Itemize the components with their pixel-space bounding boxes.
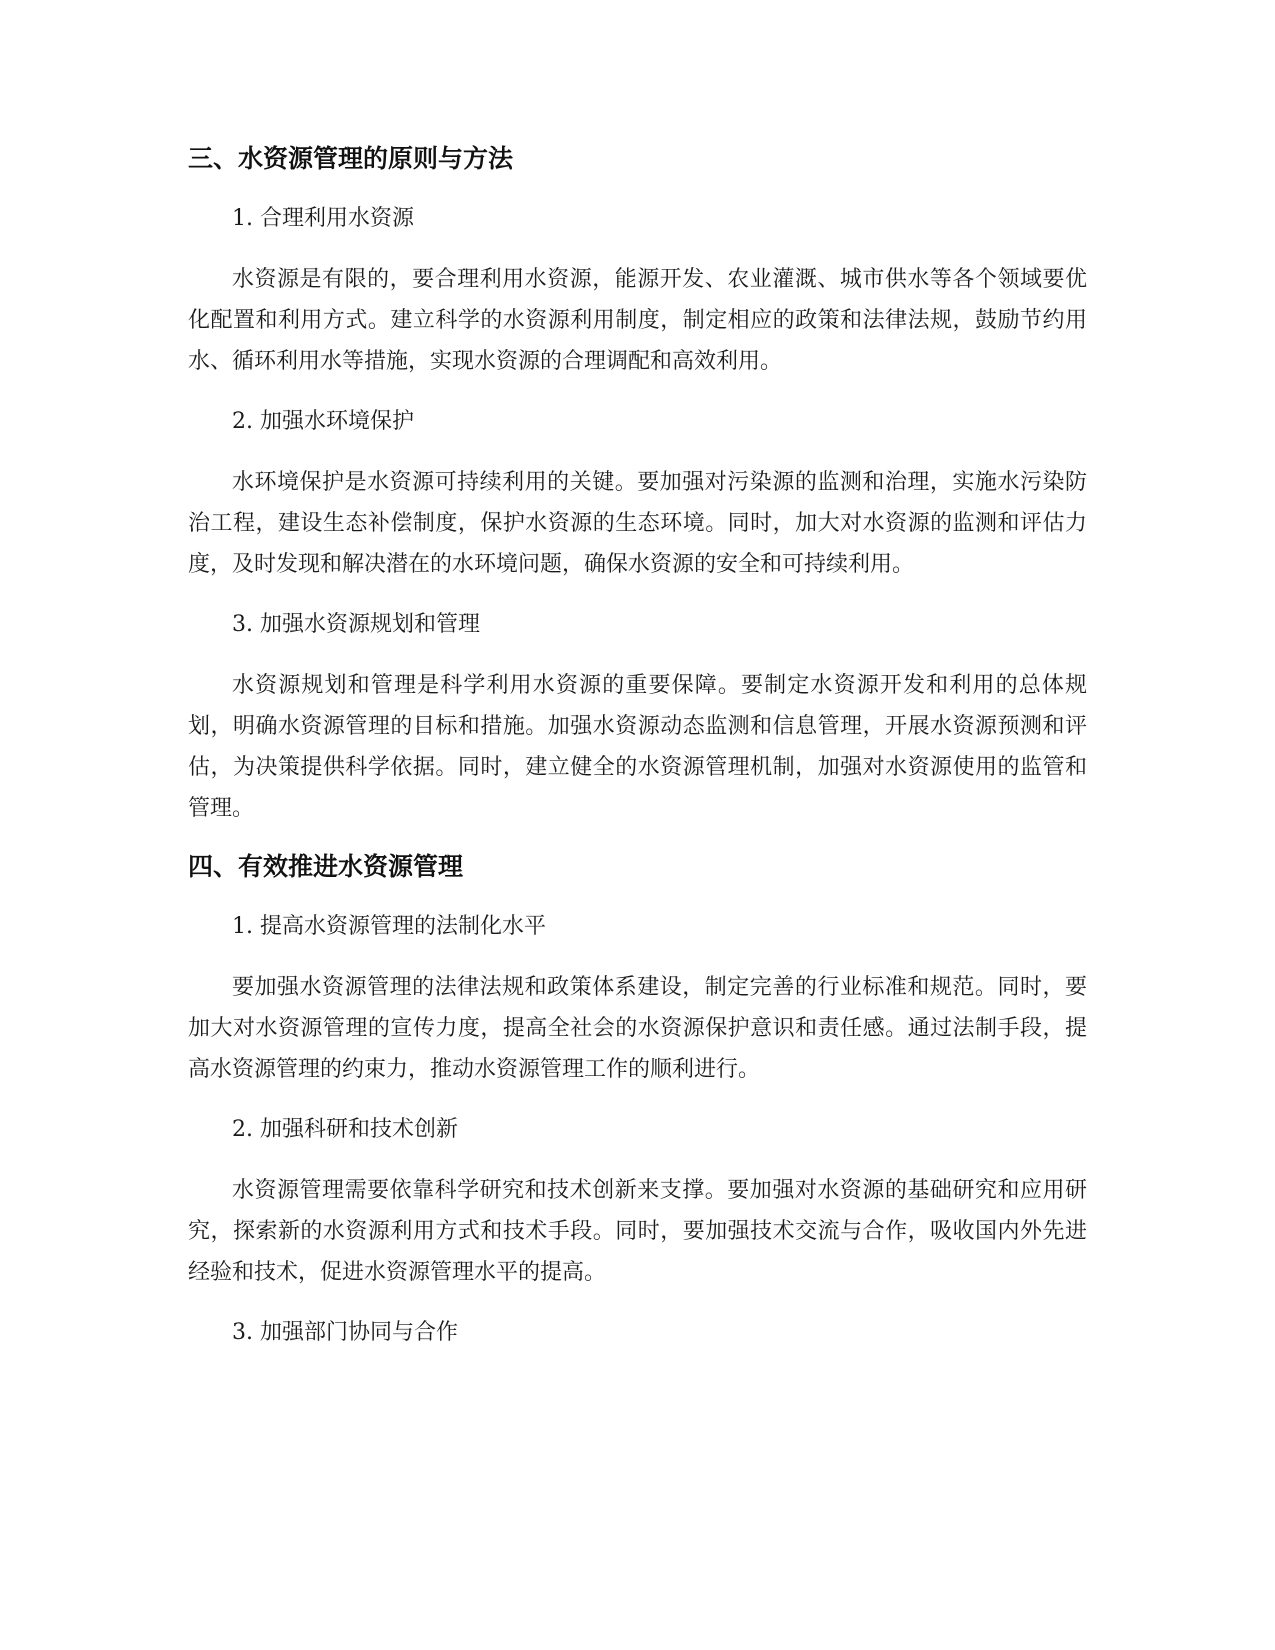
section-heading: 三、水资源管理的原则与方法 (188, 144, 514, 173)
paragraph: 要加强水资源管理的法律法规和政策体系建设，制定完善的行业标准和规范。同时，要加大对水资源管理的宣传力度，提高全社会的水资源保护意识和责任感。通过法制手段，提高水资源管理的约束力，推动水资源管理工作的顺利进行。 (188, 975, 1087, 1082)
subsection-title: 3. 加强部门协同与合作 (232, 1320, 458, 1345)
paragraph: 水资源管理需要依靠科学研究和技术创新来支撑。要加强对水资源的基础研究和应用研究，探索新的水资源利用方式和技术手段。同时，要加强技术交流与合作，吸收国内外先进经验和技术，促进水资源管理水平的提高。 (188, 1178, 1087, 1285)
paragraph: 水资源规划和管理是科学利用水资源的重要保障。要制定水资源开发和利用的总体规划，明确水资源管理的目标和措施。加强水资源动态监测和信息管理，开展水资源预测和评估，为决策提供科学依据。同时，建立健全的水资源管理机制，加强对水资源使用的监管和管理。 (188, 673, 1087, 821)
section-heading: 四、有效推进水资源管理 (188, 852, 464, 881)
paragraph: 水环境保护是水资源可持续利用的关键。要加强对污染源的监测和治理，实施水污染防治工程，建设生态补偿制度，保护水资源的生态环境。同时，加大对水资源的监测和评估力度，及时发现和解决潜在的水环境问题，确保水资源的安全和可持续利用。 (188, 470, 1087, 577)
subsection-title: 1. 合理利用水资源 (232, 206, 414, 231)
document-content (188, 143, 1087, 1349)
subsection-title: 2. 加强水环境保护 (232, 409, 414, 434)
subsection-title: 3. 加强水资源规划和管理 (232, 612, 480, 637)
subsection-title: 1. 提高水资源管理的法制化水平 (232, 914, 546, 939)
paragraph: 水资源是有限的，要合理利用水资源，能源开发、农业灌溉、城市供水等各个领域要优化配置和利用方式。建立科学的水资源利用制度，制定相应的政策和法律法规，鼓励节约用水、循环利用水等措施，实现水资源的合理调配和高效利用。 (188, 267, 1087, 374)
subsection-title: 2. 加强科研和技术创新 (232, 1117, 458, 1142)
